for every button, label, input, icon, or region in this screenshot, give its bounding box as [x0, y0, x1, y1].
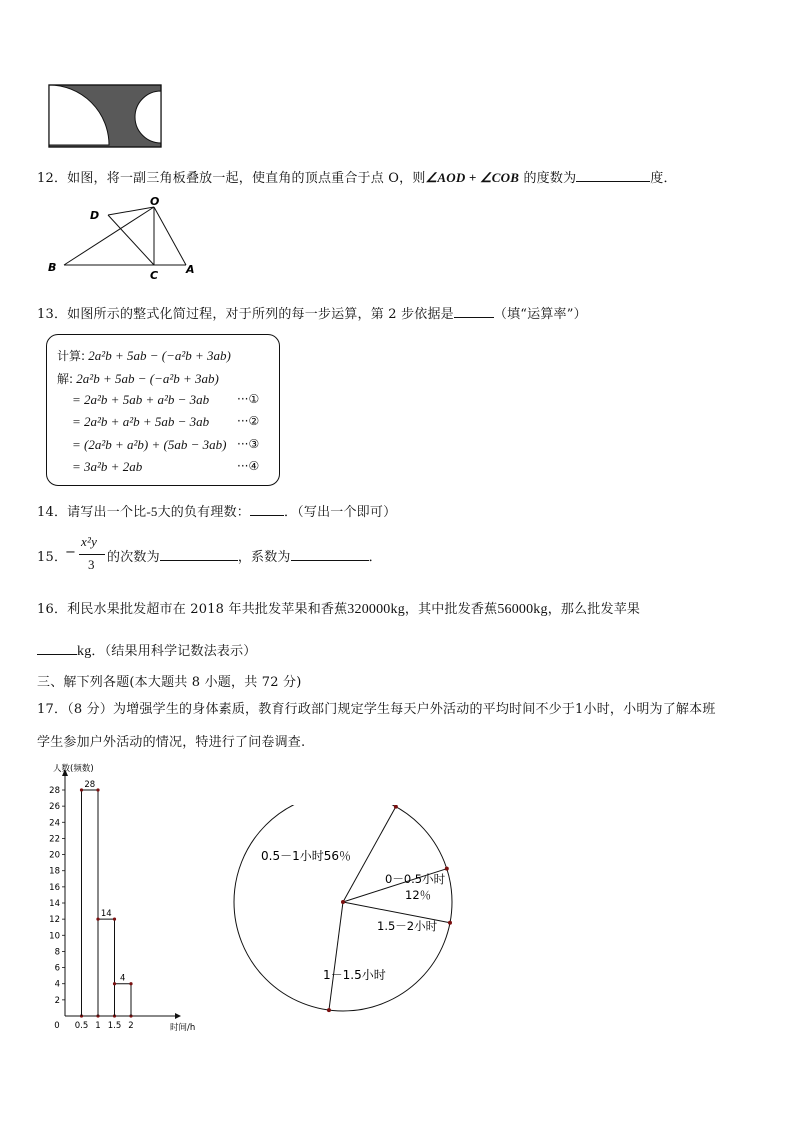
pie-label-1-1.5: 1－1.5小时 [323, 968, 386, 982]
y-tick-label: 20 [49, 850, 60, 861]
q12-text-b: 的度数为 [519, 171, 577, 186]
bar-corner-point [113, 918, 116, 921]
y-tick-label: 8 [54, 947, 60, 958]
calc-label: 计算: [57, 349, 86, 363]
y-tick-label: 26 [49, 802, 60, 813]
step-1-expression: = 2a²b + 5ab + a²b − 3ab [72, 392, 210, 407]
bar-corner-point [80, 788, 83, 791]
q16-unit: kg [77, 644, 92, 659]
pie-value-0-0.5: 12％ [405, 888, 432, 902]
bar-corner-point [96, 788, 99, 791]
calc-line [57, 347, 231, 364]
step-3-expression: = (2a²b + a²b) + (5ab − 3ab) [72, 437, 227, 452]
pie-edge-point [445, 867, 449, 871]
x-axis-label: 时间/h [170, 1023, 196, 1033]
step-4-marker: ···④ [237, 459, 260, 473]
q13-text-a: 13．如图所示的整式化简过程，对于所列的每一步运算，第 2 步依据是 [37, 307, 454, 322]
x-tick-label: 1.5 [107, 1021, 122, 1031]
step-1-marker: ···① [237, 392, 260, 406]
x-tick-label: 2 [128, 1021, 134, 1031]
step-0-expression: 2a²b + 5ab − (−a²b + 3ab) [76, 371, 219, 386]
step-2-expression: = 2a²b + a²b + 5ab − 3ab [72, 414, 210, 429]
q15-coefficient-blank[interactable] [291, 548, 369, 561]
histogram-chart [35, 760, 225, 1035]
q15-minus: − [65, 545, 77, 560]
q12-text-a: 12．如图，将一副三角板叠放一起，使直角的顶点重合于点 O，则 [37, 171, 426, 186]
q16-text-a: 16．利民水果批发超市在 2018 年共批发苹果和香蕉 [37, 602, 348, 617]
question-14 [37, 501, 396, 520]
bar-value-label: 4 [120, 973, 126, 984]
y-tick-label: 4 [54, 979, 60, 990]
pie-edge-point [394, 805, 398, 809]
q15-numerator: x²y [81, 534, 98, 549]
q16-banana: 56000kg [497, 602, 548, 617]
calc-expression: 2a²b + 5ab − (−a²b + 3ab) [88, 348, 231, 363]
y-tick-label: 28 [49, 786, 60, 796]
q15-degree-blank[interactable] [160, 548, 238, 561]
question-17-line1: 17．（8 分）为增强学生的身体素质，教育行政部门规定学生每天户外活动的平均时间不少于1小时，小明为了解本班 [37, 702, 716, 717]
q15-text-b: ，系数为 [237, 550, 291, 565]
section-3-title: 三、解下列各题(本大题共 8 小题，共 72 分) [37, 675, 302, 690]
question-12 [37, 167, 677, 186]
pie-label-0.5-1: 0.5－1小时56％ [261, 849, 351, 863]
simplification-box [46, 334, 280, 486]
pie-edge-point [327, 1008, 331, 1012]
bar-value-label: 28 [84, 780, 96, 790]
step-3-marker: ···③ [237, 437, 260, 451]
q16-text-d: ．（结果用科学记数法表示） [91, 644, 257, 659]
histogram-bar [115, 984, 132, 1016]
label-C: C [150, 269, 159, 282]
y-tick-label: 22 [49, 834, 60, 845]
q15-text-a: 的次数为 [107, 550, 160, 565]
q12-text-c: 度． [650, 171, 677, 186]
solve-label: 解: [57, 372, 74, 386]
question-16-line2 [37, 640, 257, 660]
q15-number: 15． [37, 550, 68, 565]
q16-text-b: ，其中批发香蕉 [404, 602, 498, 617]
bar-corner-point [96, 918, 99, 921]
shaded-rectangle-figure [47, 83, 165, 149]
label-B: B [48, 261, 57, 274]
pie-label-0-0.5: 0－0.5小时 [385, 872, 446, 886]
q16-answer-blank[interactable] [37, 642, 77, 655]
q13-text-b: （填“运算率”） [493, 307, 587, 322]
y-tick-label: 14 [49, 899, 60, 909]
pie-label-1.5-2: 1.5－2小时 [377, 919, 438, 933]
q12-answer-blank[interactable] [576, 169, 650, 182]
x-tick-label: 0.5 [74, 1021, 89, 1031]
q15-denominator: 3 [88, 557, 95, 572]
q12-angle-expr: ∠AOD + ∠COB [425, 170, 520, 185]
histogram-bar [82, 790, 99, 1016]
pie-slice-edge [329, 902, 343, 1010]
y-tick-label: 16 [49, 882, 60, 893]
q14-text-c: ．（写出一个即可） [283, 505, 397, 520]
bar-corner-point [113, 982, 116, 985]
x-axis-arrow [175, 1013, 181, 1019]
q16-text-c: ，那么批发苹果 [547, 602, 641, 617]
y-tick-label: 10 [49, 931, 60, 942]
q13-answer-blank[interactable] [454, 305, 494, 318]
label-A: A [186, 263, 195, 276]
question-13 [37, 303, 587, 322]
q14-text-b: 大的负有理数： [157, 505, 250, 520]
solve-line [57, 370, 219, 387]
q15-text-c: ． [368, 550, 382, 565]
y-tick-label: 18 [49, 866, 60, 877]
x-tick-label: 0 [54, 1021, 60, 1031]
triangle-figure [44, 195, 204, 283]
pie-edge-point [448, 921, 452, 925]
y-tick-label: 24 [49, 818, 60, 829]
y-axis-label: 人数(频数) [53, 764, 94, 774]
question-17-line2: 学生参加户外活动的情况，特进行了问卷调查. [37, 735, 306, 750]
q14-number: -5 [146, 504, 158, 519]
label-D: D [90, 209, 100, 222]
y-tick-label: 2 [54, 995, 60, 1006]
y-tick-label: 12 [49, 915, 60, 926]
step-2-marker: ···② [237, 414, 260, 428]
label-O: O [150, 195, 160, 208]
histogram-bar [98, 919, 115, 1016]
pie-center-point [341, 900, 345, 904]
question-16 [37, 598, 640, 618]
y-tick-label: 6 [54, 963, 60, 974]
q16-total: 320000kg [347, 602, 405, 617]
q15-rest [107, 546, 382, 565]
bar-value-label: 14 [100, 909, 112, 920]
q14-answer-blank[interactable] [250, 503, 284, 516]
x-tick-label: 1 [95, 1021, 101, 1031]
step-4-expression: = 3a²b + 2ab [72, 459, 143, 474]
q14-text-a: 14．请写出一个比 [37, 505, 147, 520]
q15-fraction-bar [79, 554, 105, 555]
pie-chart [225, 805, 470, 1015]
bar-corner-point [129, 982, 132, 985]
